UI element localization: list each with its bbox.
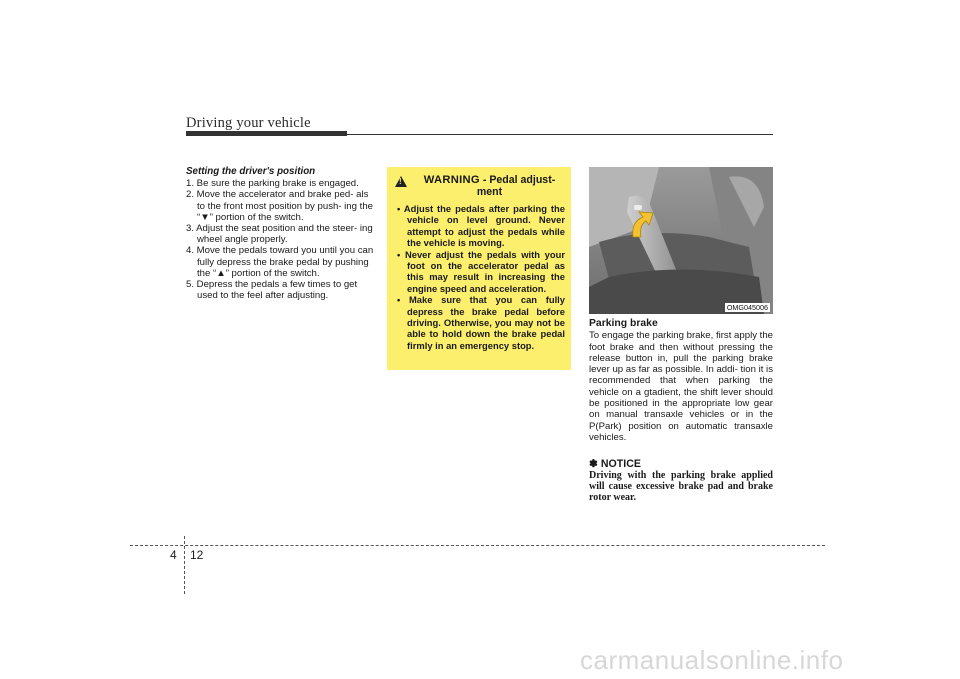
warning-triangle-icon — [395, 176, 407, 187]
step-item: 2. Move the accelerator and brake ped- als to the front most position by push- ing the “▼” portion of the switch. — [186, 189, 373, 223]
parking-brake-lever-illustration — [589, 167, 773, 314]
seat-heading: Setting the driver's position — [186, 166, 316, 177]
seat-steps-list — [186, 178, 374, 301]
step-item: 5. Depress the pedals a few times to get used to the feel after adjusting. — [186, 279, 358, 302]
warning-item: • Adjust the pedals after parking the vehicle on level ground. Never attempt to adjust the pedals while the vehicle is moving. — [397, 203, 565, 249]
footer-divider — [130, 545, 825, 546]
notice-heading — [589, 459, 773, 470]
footer-vertical-divider — [184, 536, 185, 594]
notice-label: NOTICE — [600, 458, 641, 471]
chapter-number: 4 — [170, 548, 177, 562]
step-item: 3. Adjust the seat position and the steer- ing wheel angle properly. — [186, 223, 373, 246]
header-rule — [347, 134, 773, 135]
warning-box — [387, 167, 571, 370]
page-number: 12 — [190, 548, 204, 562]
warning-list — [397, 203, 565, 351]
warning-item: • Make sure that you can fully depress the brake pedal before driving. Otherwise, you may not be able to hold down the brake pedal firmly in an emergency stop. — [397, 294, 565, 351]
seat-section — [186, 166, 374, 301]
parking-brake-photo — [589, 167, 773, 314]
warning-title — [412, 175, 567, 198]
notice-symbol-icon: ✽ — [589, 458, 598, 471]
page-header-title: Driving your vehicle — [186, 115, 311, 131]
notice-body: Driving with the parking brake applied will cause excessive brake pad and brake rotor wear. — [589, 470, 773, 504]
header-accent-bar — [186, 131, 347, 136]
warning-subject: - Pedal adjust- ment — [476, 174, 556, 198]
step-item: 4. Move the pedals toward you until you can fully depress the brake pedal by pushing the “▲” portion of the switch. — [186, 245, 374, 279]
warning-item: • Never adjust the pedals with your foot on the accelerator pedal as this may result in increasing the engine speed and acceleration. — [397, 248, 565, 294]
parking-brake-section — [589, 318, 773, 503]
warning-label: WARNING — [423, 174, 480, 186]
parking-brake-heading: Parking brake — [589, 318, 658, 329]
site-watermark: carmanualsonline.info — [580, 645, 844, 675]
figure-caption: OMG045006 — [726, 303, 768, 312]
step-item: 1. Be sure the parking brake is engaged. — [186, 178, 359, 190]
parking-brake-body: To engage the parking brake, first apply the foot brake and then without pressing the release button in, pull the parking brake lever up as far as possible. In addi- tion it is recommended that when parking the vehicle on a gtadient, the shift lever should be positioned in the appropriate low gear on manual transaxle vehicles or in the P(Park) position on automatic transaxle vehicles. — [589, 330, 773, 443]
